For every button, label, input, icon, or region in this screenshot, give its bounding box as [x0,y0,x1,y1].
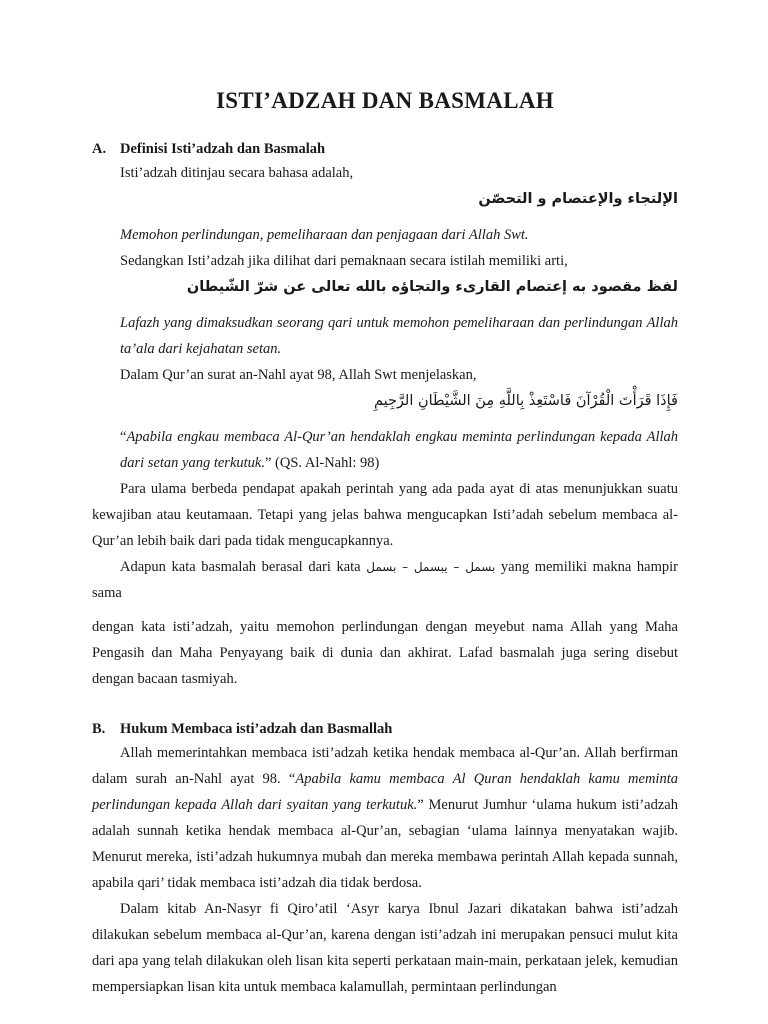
section-a-heading [92,138,678,160]
quran-verse-arabic: فَإِذَا قَرَأْتَ الْقُرْآنَ فَاسْتَعِذْ بِاللَّهِ مِنَ الشَّيْطَانِ الرَّجِيمِ [373,393,678,409]
section-b-title: Hukum Membaca isti’adzah dan Basmallah [120,721,393,737]
arabic-definition-language: الإلتجاء والإعتصام و التحصّن [478,191,678,207]
arabic-definition-term: لفظ مقصود به إعتصام القارىء والتجاؤه بالله تعالى عن شرّ الشّيطان [186,279,678,295]
ulama-opinion-paragraph: Para ulama berbeda pendapat apakah perintah yang ada pada ayat di atas menunjukkan suatu kewajiban atau keutamaan. Tetapi yang jelas bahwa mengucapkan Isti’adah sebelum membaca al-Qur’an lebih baik dari pada tidak mengucapkannya. [92,481,678,549]
hukum-paragraph: Allah memerintahkan membaca isti’adzah ketika hendak membaca al-Qur’an. Allah berfirman dalam surah an-Nahl ayat 98. “Apabila kamu membaca Al Quran hendaklah kamu meminta perlindungan kepada Allah dari syaitan yang terkutuk.” Menurut Jumhur ‘ulama hukum isti’adzah adalah sunnah ketika hendak membaca al-Qur’an, sebagian ‘ulama lainnya menyatakan wajib. Menurut mereka, isti’adzah hukumnya mubah dan mereka membawa perintah Allah kepada sunnah, apabila qari’ tidak membaca isti’adzah dia tidak berdosa. [92,745,678,891]
basmalah-meaning-paragraph: dengan kata isti’adzah, yaitu memohon perlindungan dengan meyebut nama Allah yang Maha Pengasih dan Maha Penyayang baik di dunia dan akhirat. Lafad basmalah juga sering disebut dengan bacaan tasmiyah. [92,619,678,687]
basmalah-arabic-inline: بسمل – يبسمل – بسمل [366,560,496,574]
basmalah-origin-line: Adapun kata basmalah berasal dari kata بسمل – يبسمل – بسمل yang memiliki makna hampir sama [92,559,679,601]
definition-term-text: Sedangkan Isti’adzah jika dilihat dari pemaknaan secara istilah memiliki arti, [120,253,568,269]
section-b-heading [92,718,678,740]
definition-language-text: Isti’adzah ditinjau secara bahasa adalah, [120,165,354,181]
annasyr-paragraph: Dalam kitab An-Nasyr fi Qiro’atil ‘Asyr karya Ibnul Jazari dikatakan bahwa isti’adzah dilakukan sebelum membaca al-Qur’an, karena dengan isti’adzah ini merupakan pensuci mulut kita dari apa yang telah dilakukan oleh lisan kita seperti perkataan main-main, perkataan jelek, kemudian mempersiapkan lisan kita untuk membaca kalamullah, permintaan perlindungan [92,901,678,995]
section-a-title: Definisi Isti’adzah dan Basmalah [120,141,326,157]
translation-language: Memohon perlindungan, pemeliharaan dan penjagaan dari Allah Swt. [120,227,529,243]
quran-intro-text: Dalam Qur’an surat an-Nahl ayat 98, Allah Swt menjelaskan, [120,367,477,383]
page-title: ISTI’ADZAH DAN BASMALAH [216,88,554,113]
section-a-number: A. [92,141,107,157]
translation-term: Lafazh yang dimaksudkan seorang qari untuk memohon pemeliharaan dan perlindungan Allah ta’ala dari kejahatan setan. [120,315,678,357]
quran-verse-translation: “Apabila engkau membaca Al-Qur’an hendaklah engkau meminta perlindungan kepada Allah dari setan yang terkutuk.” (QS. Al-Nahl: 98) [120,429,678,471]
section-b-number: B. [92,721,106,737]
